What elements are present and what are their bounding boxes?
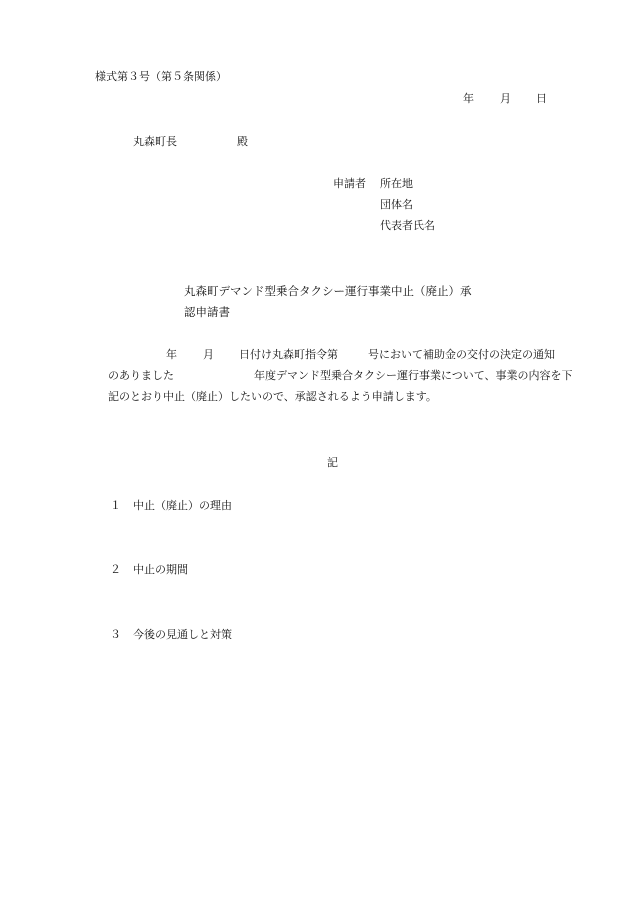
item-number: ２ [110, 563, 121, 576]
item-label: 今後の見通しと対策 [133, 628, 232, 641]
form-number: 様式第３号（第５条関係） [95, 70, 227, 83]
title-line-2: 認申請書 [184, 305, 230, 319]
date-day: 日 [536, 92, 547, 105]
body-month: 月 [203, 348, 214, 361]
item-number: １ [110, 499, 121, 512]
body-line1-a: 日付け丸森町指令第 [239, 348, 338, 361]
addressee-name: 丸森町長 [133, 135, 177, 148]
applicant-address-label: 所在地 [380, 177, 413, 190]
ki-heading: 記 [327, 456, 338, 469]
body-year: 年 [166, 348, 177, 361]
applicant-org-label: 団体名 [380, 198, 413, 211]
item-number: ３ [110, 628, 121, 641]
body-line1-b: 号において補助金の交付の決定の通知 [368, 348, 555, 361]
date-month: 月 [500, 92, 511, 105]
title-line-1: 丸森町デマンド型乗合タクシー運行事業中止（廃止）承 [184, 284, 472, 298]
addressee-honorific: 殿 [237, 135, 248, 148]
body-line2-a: のありました [108, 369, 174, 382]
applicant-rep-label: 代表者氏名 [380, 219, 435, 232]
item-label: 中止の期間 [133, 563, 188, 576]
applicant-label: 申請者 [333, 177, 366, 190]
item-label: 中止（廃止）の理由 [133, 499, 232, 512]
body-line2-b: 年度デマンド型乗合タクシー運行事業について、事業の内容を下 [254, 369, 573, 382]
date-year: 年 [463, 92, 474, 105]
body-line3: 記のとおり中止（廃止）したいので、承認されるよう申請します。 [108, 390, 437, 403]
